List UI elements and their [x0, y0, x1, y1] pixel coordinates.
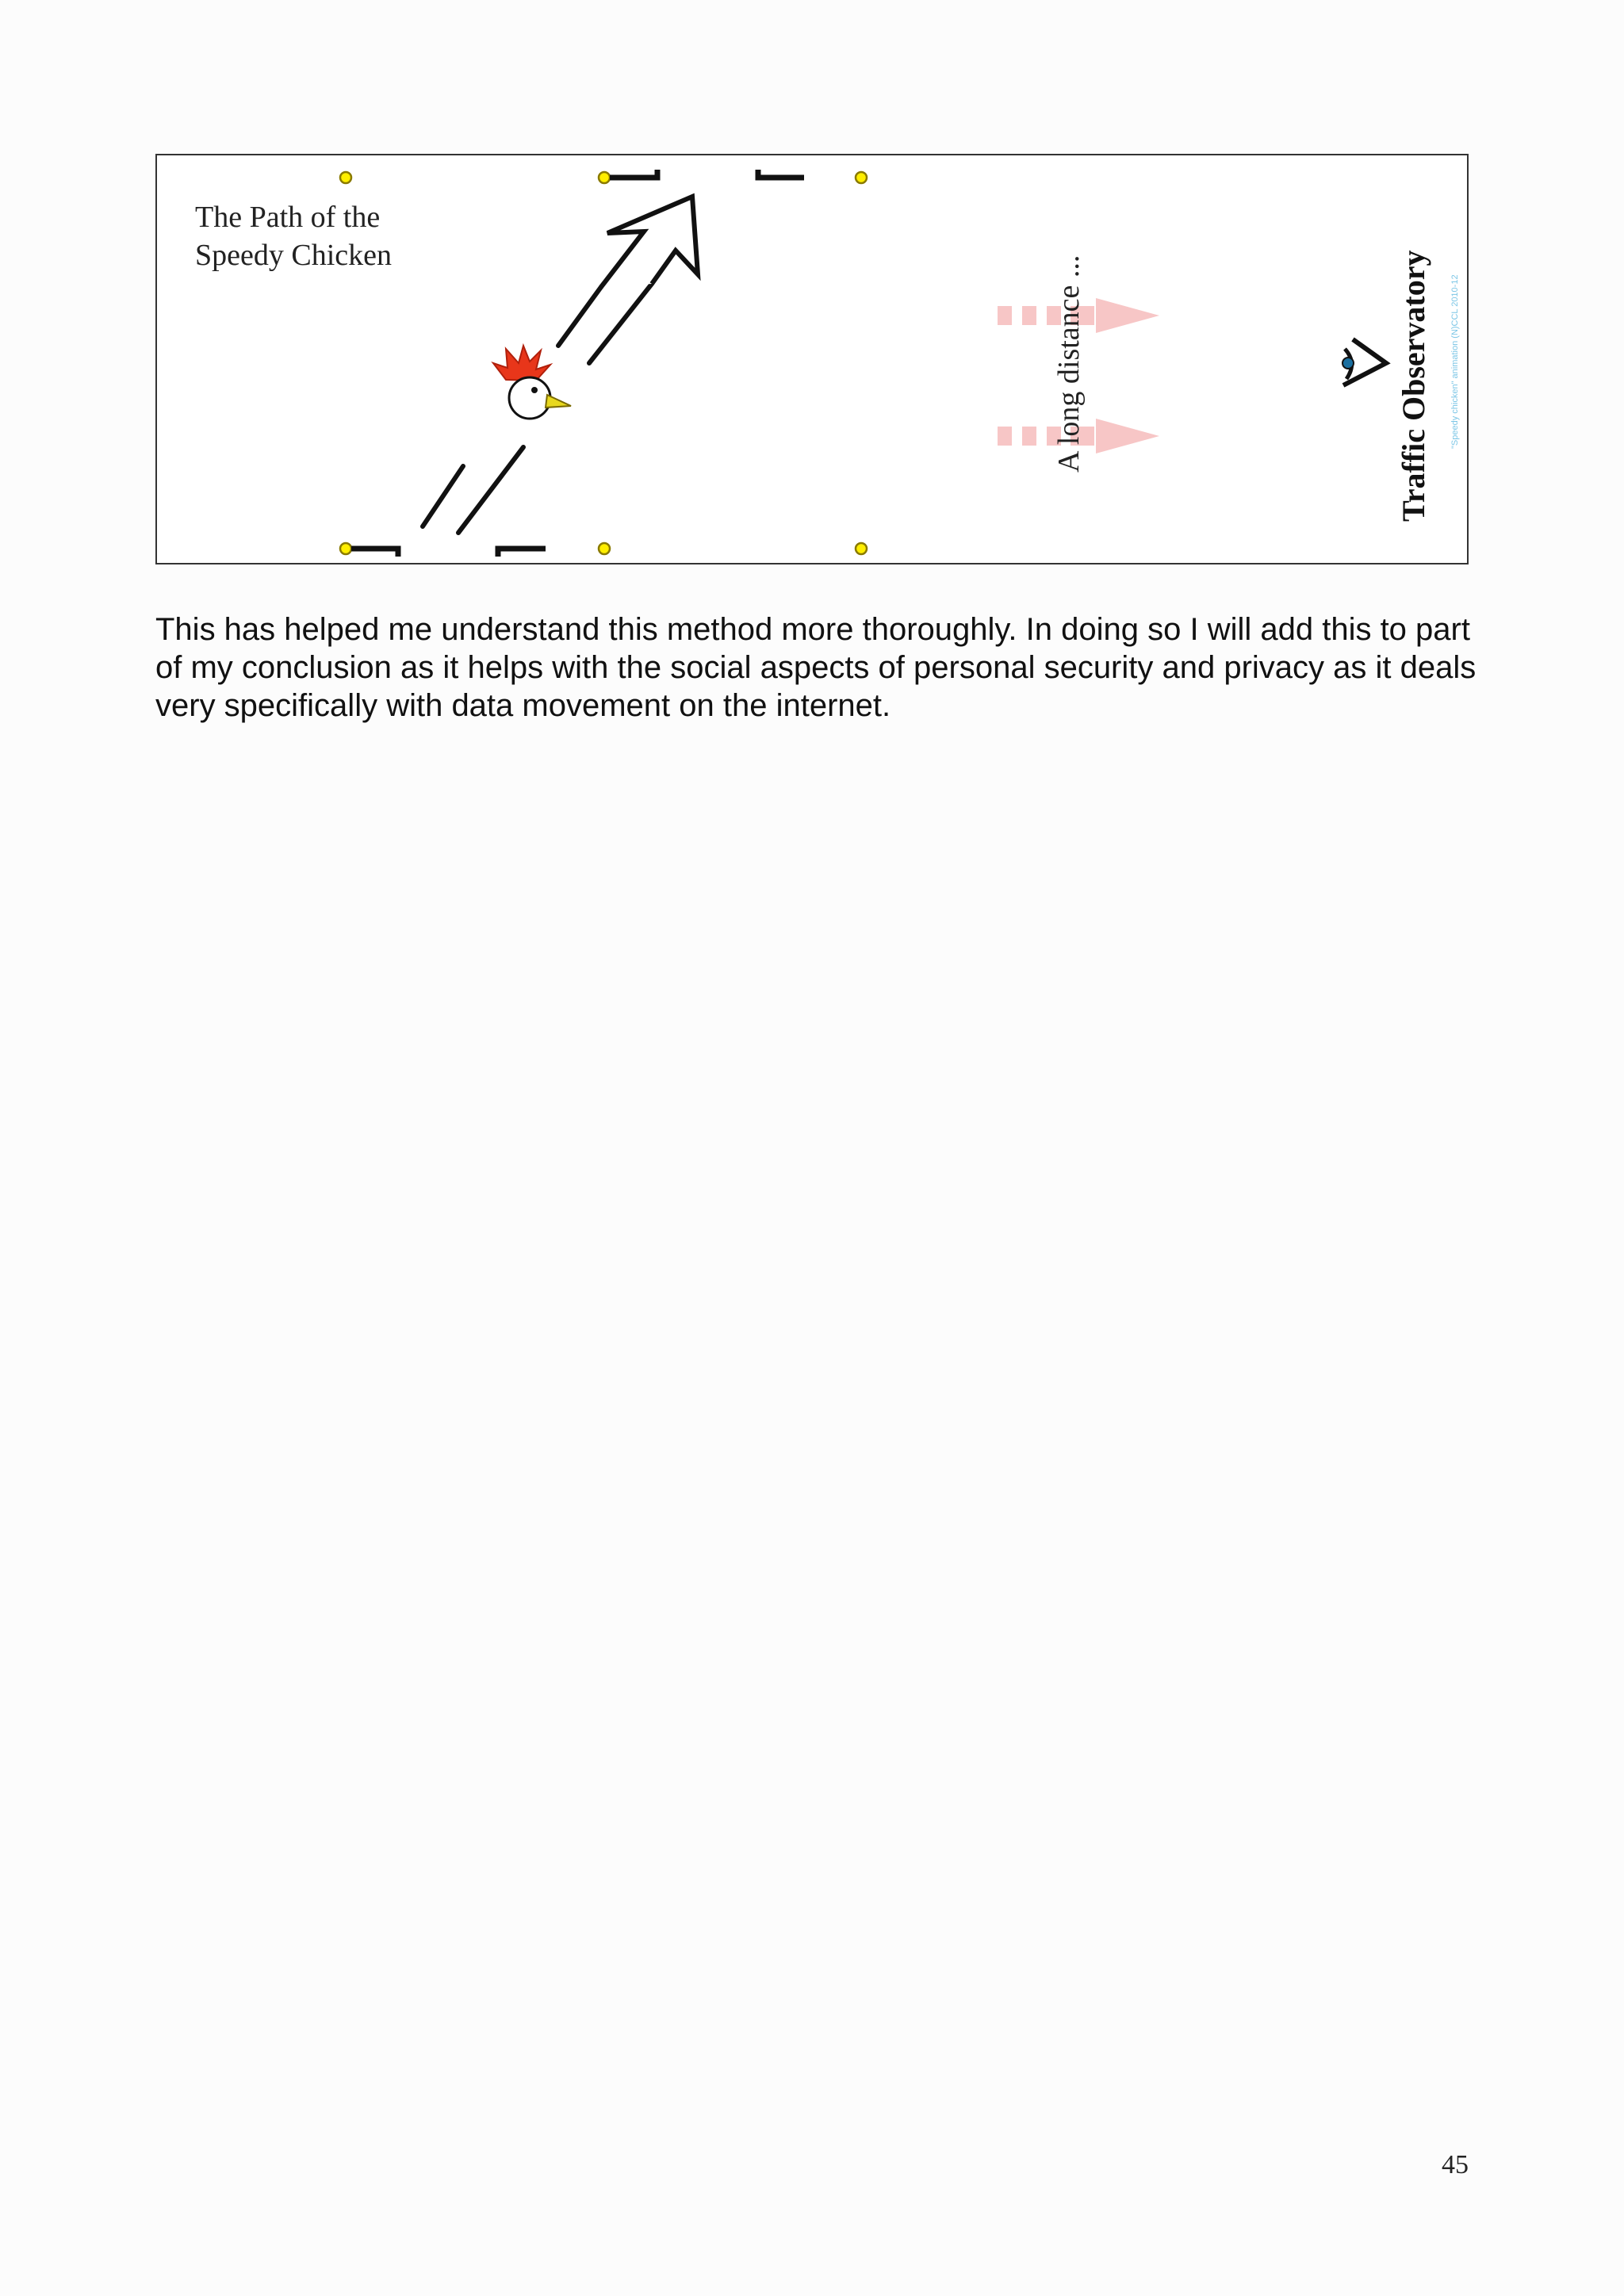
- big-path-arrow-icon: [601, 197, 698, 287]
- observatory-label: Traffic Observatory: [1396, 250, 1431, 522]
- chicken-icon: [493, 346, 571, 419]
- page-number: 45: [1442, 2150, 1469, 2179]
- body-paragraph: This has helped me understand this method more thoroughly. In doing so I will add this to part of my conclusion as it helps with the social aspects of personal security and privacy as it deals very specifically with data movement on the internet.: [155, 612, 1477, 723]
- figure-canvas: [157, 155, 1467, 563]
- top-brackets: [610, 170, 804, 178]
- figure-title-line-1: The Path of the: [195, 201, 381, 234]
- bottom-dots: [340, 543, 867, 554]
- bottom-brackets: [351, 549, 546, 557]
- figure-title-line-2: Speedy Chicken: [195, 239, 393, 272]
- eye-icon: [1342, 339, 1386, 385]
- speedy-chicken-figure: [155, 154, 1469, 564]
- distance-label: A long distance ...: [1052, 254, 1086, 473]
- credit-label: "Speedy chicken" animation (N)CCL 2010-12: [1450, 274, 1460, 449]
